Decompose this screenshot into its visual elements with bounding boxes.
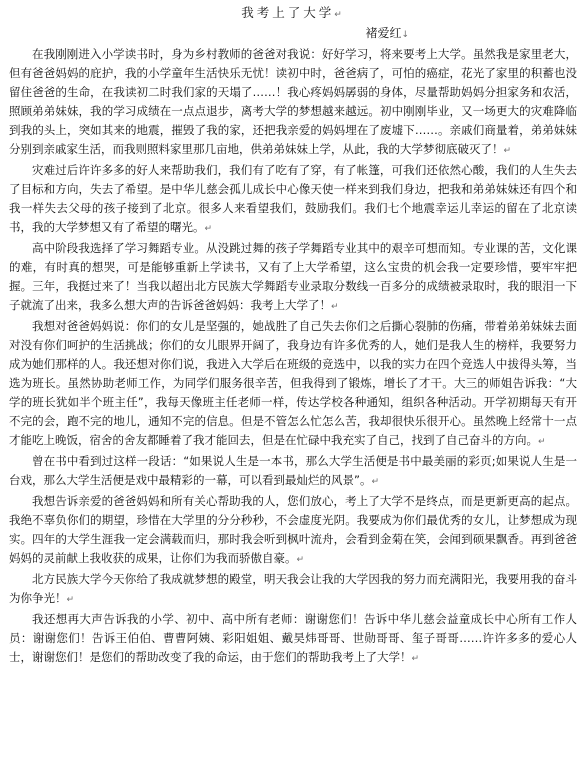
paragraph-text: 高中阶段我选择了学习舞蹈专业。从没跳过舞的孩子学舞蹈专业其中的艰辛可想而知。专业课的苦，文化课的难，有时真的想哭，可是能够重新上学读书，又有了上大学希望，这么宝贵的机会我一定要珍惜，要牢牢把握。三年，我挺过来了！当我以超出北方民族大学舞蹈专业录取分数线一百多分的成绩被录取时，我的眼泪一下子就流了出来，我多么想大声的告诉爸爸妈妈：我考上大学了！ — [9, 241, 577, 312]
document-author — [9, 24, 577, 45]
line-break-mark-icon: ↓ — [401, 30, 409, 40]
paragraph-mark-icon: ↵ — [334, 10, 345, 20]
document-author-text: 褚爱红 — [365, 26, 402, 40]
paragraph-8 — [9, 610, 577, 669]
paragraph-text: 我想对爸爸妈妈说：你们的女儿是坚强的，她战胜了自己失去你们之后撕心裂肺的伤痛，带着弟弟妹妹去面对没有你们呵护的生活挑战；你们的女儿眼界开阔了，我身边有许多优秀的人，她们是我人生的榜样，我要努力成为她们那样的人。我还想对你们说，我进入大学后在班级的竞选中，以我的实力在四个竞选人中拔得头筹，当选为班长。虽然协助老师工作，为同学们服务很辛苦，但我得到了锻炼，增长了才干。大三的师姐告诉我：“大学的班长犹如半个班主任”，我每天像班主任老师一样，传达学校各种通知，组织各种活动。开学初期每天有开不完的会，跑不完的地儿，通知不完的信息。但是不管怎么忙怎么苦，我却很快乐很开心。虽然晚上经常十一点才能吃上晚饭，宿舍的舍友都睡着了我才能回去，但是在忙碌中我充实了自己，找到了自己奋斗的方向。 — [9, 319, 577, 447]
paragraph-text: 灾难过后许许多多的好人来帮助我们，我们有了吃有了穿，有了帐篷，可我们还依然心酸，我们的人生失去了目标和方向，失去了希望。是中华儿慈会孤儿成长中心像天使一样来到我们身边，把我和弟弟妹妹还有四个和我一样失去父母的孩子接到了北京。很多人来看望我们，鼓励我们。我们七个地震幸运儿幸运的留在了北京读书，我的大学梦想又有了希望的曙光。 — [9, 163, 577, 234]
paragraph-mark-icon: ↵ — [204, 224, 213, 234]
paragraph-mark-icon: ↵ — [296, 555, 305, 565]
paragraph-7 — [9, 570, 577, 610]
paragraph-mark-icon: ↵ — [331, 302, 339, 312]
paragraph-mark-icon: ↵ — [371, 477, 380, 487]
paragraph-6 — [9, 492, 577, 570]
paragraph-mark-icon: ↵ — [66, 595, 75, 605]
paragraph-3 — [9, 239, 577, 317]
paragraph-text: 我想告诉亲爱的爸爸妈妈和所有关心帮助我的人，您们放心，考上了大学不是终点，而是更新更高的起点。我绝不辜负你们的期望，珍惜在大学里的分分秒秒，不会虚度光阴。我要成为你们最优秀的女儿，让梦想成为现实。四年的大学生涯我一定会满载而归，那时我会听到枫叶流舟，会看到金菊在笑，会闻到硕果飘香。再到爸爸妈妈的灵前献上我收获的成果，让你们为我而骄傲自豪。 — [9, 494, 577, 565]
paragraph-mark-icon: ↵ — [538, 437, 546, 447]
paragraph-1 — [9, 45, 577, 161]
paragraph-text: 我还想再大声告诉我的小学、初中、高中所有老师：谢谢您们！告诉中华儿慈会益童成长中心所有工作人员：谢谢您们！告诉王伯伯、曹曹阿姨、彩阳姐姐、戴昊炜哥哥、世勋哥哥、玺子哥哥……许许多多的爱心人士，谢谢您们！是您们的帮助改变了我的命运，由于您们的帮助我考上了大学！ — [9, 612, 577, 664]
document-title-text: 我考上了大学 — [241, 5, 335, 20]
paragraph-4 — [9, 317, 577, 452]
paragraph-text: 曾在书中看到过这样一段话：“如果说人生是一本书，那么大学生活便是书中最美丽的彩页;如果说人生是一台戏，那么大学生活便是戏中最精彩的一幕，可以看到最灿烂的风景”。 — [9, 454, 577, 487]
document-title — [9, 4, 577, 24]
paragraph-2 — [9, 161, 577, 239]
paragraph-mark-icon: ↵ — [503, 146, 512, 156]
paragraph-text: 在我刚刚进入小学读书时，身为乡村教师的爸爸对我说：好好学习，将来要考上大学。虽然我是家里老大，但有爸爸妈妈的庇护，我的小学童年生活快乐无忧！读初中时，爸爸病了，可怕的癌症，花光了家里的积蓄也没留住爸爸的生命，在我读初二时我们家的天塌了……！我心疼妈妈孱弱的身体，尽量帮助妈妈分担家务和农活，照顾弟弟妹妹，我的学习成绩在一点点退步，离考大学的梦想越来越远。初中刚刚毕业，又一场更大的灾难降临到我的头上，突如其来的地震，摧毁了我的家，还把我亲爱的妈妈埋在了废墟下……。亲戚们商量着，弟弟妹妹分别到亲戚家生活，而我则照料家里那几亩地，供弟弟妹妹上学，从此，我的大学梦彻底破灭了！ — [9, 47, 577, 156]
paragraph-text: 北方民族大学今天你给了我成就梦想的殿堂，明天我会让我的大学因我的努力而充满阳光，我要用我的奋斗为你争光！ — [9, 572, 577, 605]
paragraph-5 — [9, 452, 577, 492]
paragraph-mark-icon: ↵ — [411, 654, 420, 664]
